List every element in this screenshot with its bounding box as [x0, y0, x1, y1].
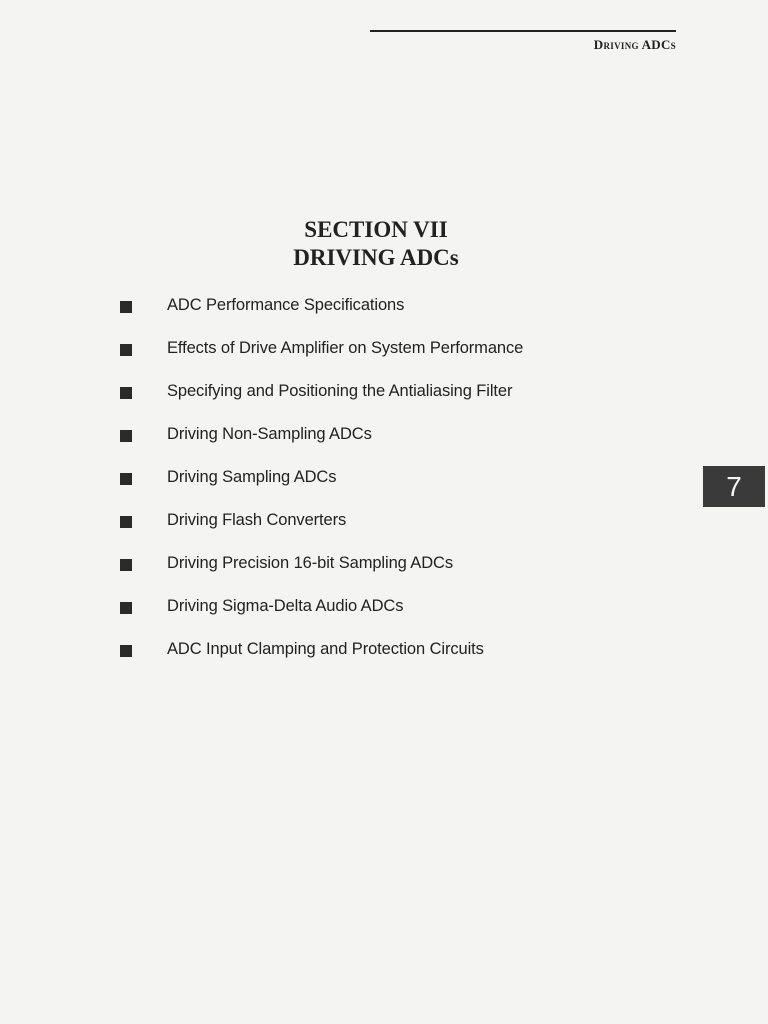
square-bullet-icon: [120, 645, 132, 657]
list-item: [120, 421, 523, 464]
square-bullet-icon: [120, 602, 132, 614]
list-item: [120, 550, 523, 593]
list-item: [120, 335, 523, 378]
list-item: [120, 636, 523, 679]
square-bullet-icon: [120, 516, 132, 528]
square-bullet-icon: [120, 301, 132, 313]
topic-text: Driving Non-Sampling ADCs: [167, 425, 372, 443]
section-title-line-2: DRIVING ADCs: [293, 245, 459, 270]
square-bullet-icon: [120, 430, 132, 442]
topic-text: Specifying and Positioning the Antialiasing Filter: [167, 382, 513, 400]
square-bullet-icon: [120, 387, 132, 399]
topic-text: Driving Precision 16-bit Sampling ADCs: [167, 554, 453, 572]
square-bullet-icon: [120, 559, 132, 571]
topic-text: Effects of Drive Amplifier on System Performance: [167, 339, 524, 357]
topic-text: ADC Input Clamping and Protection Circuits: [167, 640, 484, 658]
section-title-line-1: SECTION VII: [304, 217, 448, 242]
topic-text: Driving Sampling ADCs: [167, 468, 337, 486]
section-title: [0, 216, 752, 272]
list-item: [120, 593, 523, 636]
square-bullet-icon: [120, 473, 132, 485]
list-item: [120, 292, 523, 335]
section-tab-marker: 7: [703, 466, 765, 507]
list-item: [120, 507, 523, 550]
topic-text: Driving Flash Converters: [167, 511, 347, 529]
square-bullet-icon: [120, 344, 132, 356]
list-item: [120, 378, 523, 421]
list-item: [120, 464, 523, 507]
running-head: Driving ADCs: [593, 37, 676, 52]
header-rule: [370, 30, 676, 32]
topic-list: [120, 292, 523, 679]
topic-text: ADC Performance Specifications: [167, 296, 405, 314]
topic-text: Driving Sigma-Delta Audio ADCs: [167, 597, 404, 615]
